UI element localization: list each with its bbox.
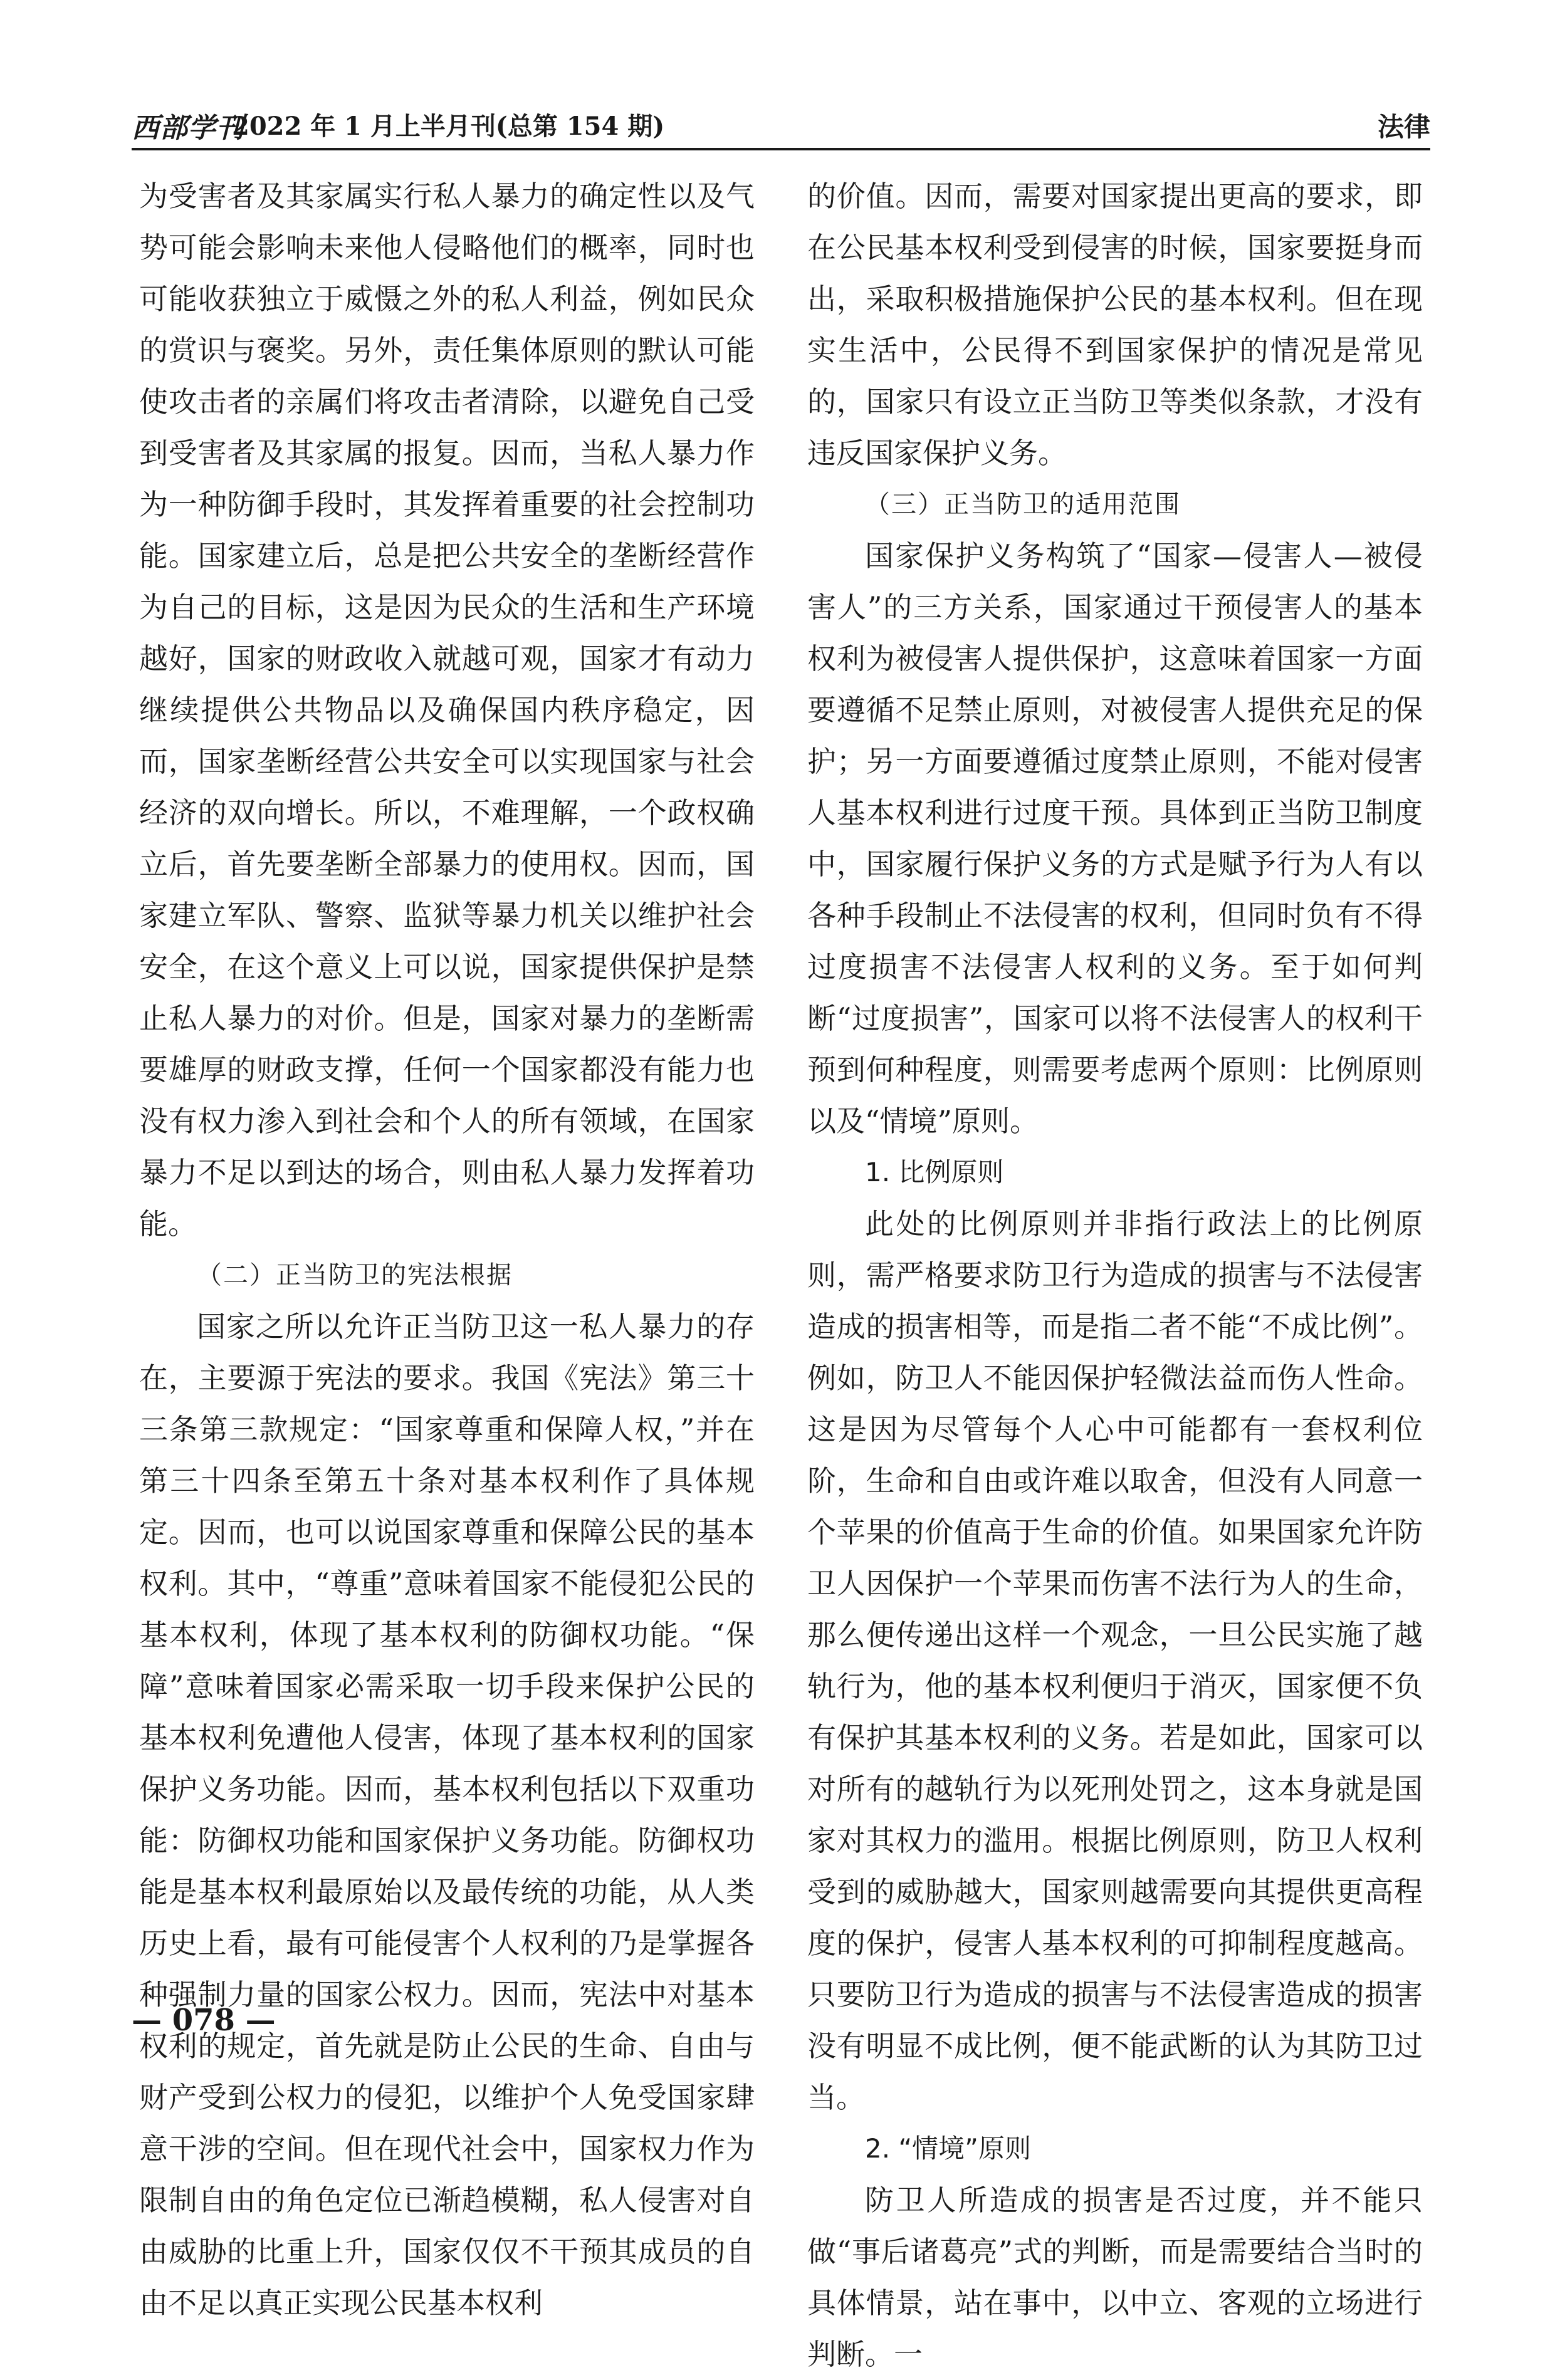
paragraph: 国家保护义务构筑了“国家—侵害人—被侵害人”的三方关系，国家通过干预侵害人的基本权利为被侵害人提供保护，这意味着国家一方面要遵循不足禁止原则，对被侵害人提供充足的保护；另一方面要遵循过度禁止原则，不能对侵害人基本权利进行过度干预。具体到正当防卫制度中，国家履行保护义务的方式是赋予行为人有以各种手段制止不法侵害的权利，但同时负有不得过度损害不法侵害人权利的义务。至于如何判断“过度损害”，国家可以将不法侵害人的权利干预到何种程度，则需要考虑两个原则：比例原则以及“情境”原则。 [807,539,1423,1138]
journal-name: 西部学刊 [132,112,244,144]
subsection-heading: 1. 比例原则 [865,1157,1004,1187]
issue-info: 2022 年 1 月上半月刊(总第 154 期) [232,112,665,141]
running-header [132,105,1430,144]
paragraph: 防卫人所造成的损害是否过度，并不能只做“事后诸葛亮”式的判断，而是需要结合当时的具体情景，站在事中，以中立、客观的立场进行判断。一 [807,2183,1423,2371]
paragraph: 国家之所以允许正当防卫这一私人暴力的存在，主要源于宪法的要求。我国《宪法》第三十三条第三款规定：“国家尊重和保障人权，”并在第三十四条至第五十条对基本权利作了具体规定。因而，也可以说国家尊重和保障公民的基本权利。其中，“尊重”意味着国家不能侵犯公民的基本权利，体现了基本权利的防御权功能。“保障”意味着国家必需采取一切手段来保护公民的基本权利免遭他人侵害，体现了基本权利的国家保护义务功能。因而，基本权利包括以下双重功能：防御权功能和国家保护义务功能。防御权功能是基本权利最原始以及最传统的功能，从人类历史上看，最有可能侵害个人权利的乃是掌握各种强制力量的国家公权力。因而，宪法中对基本权利的规定，首先就是防止公民的生命、自由与财产受到公权力的侵犯，以维护个人免受国家肆意干涉的空间。但在现代社会中，国家权力作为限制自由的角色定位已渐趋模糊，私人侵害对自由威胁的比重上升，国家仅仅不干预其成员的自由不足以真正实现公民基本权利 [139,1310,755,2320]
section-heading: （三）正当防卫的适用范围 [865,490,1181,519]
section-heading: （二）正当防卫的宪法根据 [197,1261,513,1290]
paragraph: 的价值。因而，需要对国家提出更高的要求，即在公民基本权利受到侵害的时候，国家要挺身而出，采取积极措施保护公民的基本权利。但在现实生活中，公民得不到国家保护的情况是常见的，国家只有设立正当防卫等类似条款，才没有违反国家保护义务。 [807,179,1423,470]
subsection-heading: 2. “情境”原则 [865,2133,1031,2164]
header-rule [132,148,1430,150]
paragraph: 为受害者及其家属实行私人暴力的确定性以及气势可能会影响未来他人侵略他们的概率，同时也可能收获独立于威慑之外的私人利益，例如民众的赏识与褒奖。另外，责任集体原则的默认可能使攻击者的亲属们将攻击者清除，以避免自己受到受害者及其家属的报复。因而，当私人暴力作为一种防御手段时，其发挥着重要的社会控制功能。国家建立后，总是把公共安全的垄断经营作为自己的目标，这是因为民众的生活和生产环境越好，国家的财政收入就越可观，国家才有动力继续提供公共物品以及确保国内秩序稳定，因而，国家垄断经营公共安全可以实现国家与社会经济的双向增长。所以，不难理解，一个政权确立后，首先要垄断全部暴力的使用权。因而，国家建立军队、警察、监狱等暴力机关以维护社会安全，在这个意义上可以说，国家提供保护是禁止私人暴力的对价。但是，国家对暴力的垄断需要雄厚的财政支撑，任何一个国家都没有能力也没有权力渗入到社会和个人的所有领域，在国家暴力不足以到达的场合，则由私人暴力发挥着功能。 [139,179,755,1241]
paragraph: 此处的比例原则并非指行政法上的比例原则，需严格要求防卫行为造成的损害与不法侵害造成的损害相等，而是指二者不能“不成比例”。例如，防卫人不能因保护轻微法益而伤人性命。这是因为尽管每个人心中可能都有一套权利位阶，生命和自由或许难以取舍，但没有人同意一个苹果的价值高于生命的价值。如果国家允许防卫人因保护一个苹果而伤害不法行为人的生命，那么便传递出这样一个观念，一旦公民实施了越轨行为，他的基本权利便归于消灭，国家便不负有保护其基本权利的义务。若是如此，国家可以对所有的越轨行为以死刑处罚之，这本身就是国家对其权力的滥用。根据比例原则，防卫人权利受到的威胁越大，国家则越需要向其提供更高程度的保护，侵害人基本权利的可抑制程度越高。只要防卫行为造成的损害与不法侵害造成的损害没有明显不成比例，便不能武断的认为其防卫过当。 [807,1207,1423,2114]
section-label: 法律 [1377,112,1430,142]
right-column [807,170,1423,2380]
page-number: — 078 — [132,2003,276,2038]
